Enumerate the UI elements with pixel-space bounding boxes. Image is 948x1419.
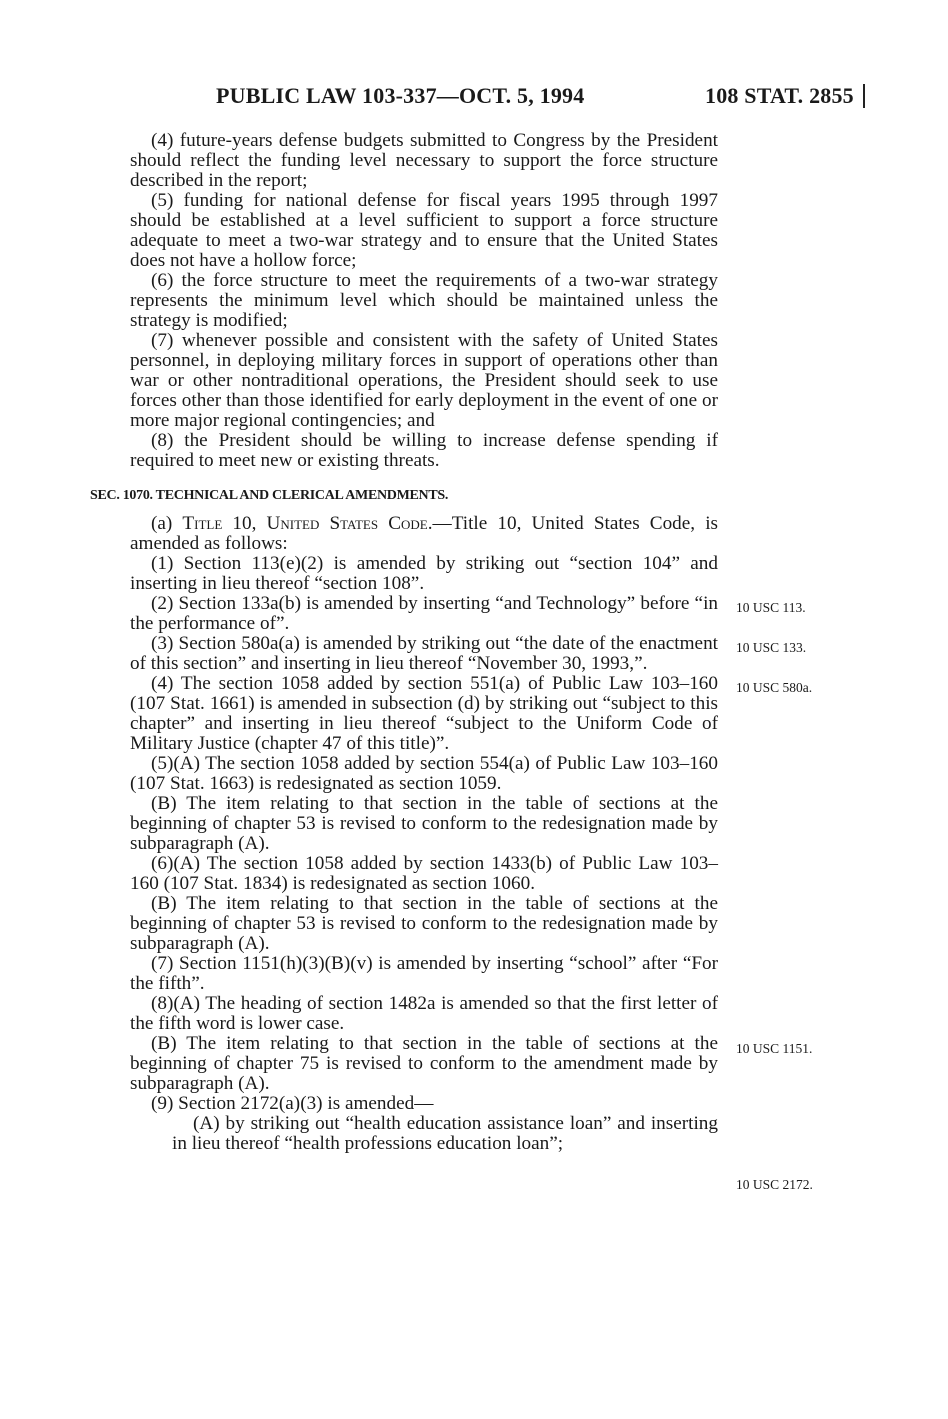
subsection-label: (a) — [151, 513, 183, 534]
subsection-caption: Title 10, United States Code. — [182, 513, 433, 534]
running-header-title: PUBLIC LAW 103-337—OCT. 5, 1994 — [216, 83, 585, 108]
item-6b: (B) The item relating to that section in the table of sections at the beginning of chapter 53 is revised to conform to the redesignation made by subparagraph (A). — [130, 893, 718, 954]
paragraph-4: (4) future-years defense budgets submitted to Congress by the President should reflect the funding level necessary to support the force structure described in the report; — [130, 130, 718, 191]
item-5a: (5)(A) The section 1058 added by section 554(a) of Public Law 103–160 (107 Stat. 1663) is redesignated as section 1059. — [130, 753, 718, 794]
item-1: (1) Section 113(e)(2) is amended by striking out “section 104” and inserting in lieu thereof “section 108”. — [130, 553, 718, 594]
item-7: (7) Section 1151(h)(3)(B)(v) is amended by inserting “school” after “For the fifth”. — [130, 953, 718, 994]
running-header-stat-page: 108 STAT. 2855 — [705, 83, 854, 108]
item-2: (2) Section 133a(b) is amended by inserting “and Technology” before “in the performance of”. — [130, 593, 718, 634]
item-9: (9) Section 2172(a)(3) is amended— — [151, 1093, 434, 1114]
item-9a: (A) by striking out “health education assistance loan” and inserting in lieu thereof “health professions education loan”; — [172, 1113, 718, 1154]
margin-note-10-usc-1151: 10 USC 1151. — [736, 1041, 813, 1056]
item-3: (3) Section 580a(a) is amended by striking out “the date of the enactment of this section” and inserting in lieu thereof “November 30, 1993,”. — [130, 633, 718, 674]
paragraph-6: (6) the force structure to meet the requirements of a two-war strategy represents the minimum level which should be maintained unless the strategy is modified; — [130, 270, 718, 331]
item-6a: (6)(A) The section 1058 added by section 1433(b) of Public Law 103–160 (107 Stat. 1834) is redesignated as section 1060. — [130, 853, 718, 894]
section-heading: SEC. 1070. TECHNICAL AND CLERICAL AMENDMENTS. — [90, 488, 449, 503]
subsection-text: —Title 10, United States Code, is amended as follows: — [130, 513, 718, 554]
body-text — [90, 130, 718, 1154]
paragraph-8: (8) the President should be willing to increase defense spending if required to meet new or existing threats. — [130, 430, 718, 471]
margin-note-10-usc-580a: 10 USC 580a. — [736, 680, 813, 695]
margin-note-10-usc-133: 10 USC 133. — [736, 640, 807, 655]
margin-note-10-usc-113: 10 USC 113. — [736, 600, 806, 615]
item-8a: (8)(A) The heading of section 1482a is amended so that the first letter of the fifth word is lower case. — [130, 993, 718, 1034]
item-5b: (B) The item relating to that section in the table of sections at the beginning of chapter 53 is revised to conform to the redesignation made by subparagraph (A). — [130, 793, 718, 854]
item-8b: (B) The item relating to that section in the table of sections at the beginning of chapter 75 is revised to conform to the amendment made by subparagraph (A). — [130, 1033, 718, 1094]
item-4: (4) The section 1058 added by section 551(a) of Public Law 103–160 (107 Stat. 1661) is amended in subsection (d) by striking out “subject to this chapter” and inserting in lieu thereof “subject to the Uniform Code of Military Justice (chapter 47 of this title)”. — [130, 673, 718, 754]
paragraph-7: (7) whenever possible and consistent with the safety of United States personnel, in deploying military forces in support of operations other than war or other nontraditional operations, the President should seek to use forces other than those identified for early deployment in the event of one or more major regional contingencies; and — [130, 330, 718, 431]
subsection-a — [130, 514, 718, 554]
header-vertical-rule — [863, 84, 865, 108]
paragraph-5: (5) funding for national defense for fiscal years 1995 through 1997 should be established at a level sufficient to support a force structure adequate to meet a two-war strategy and to ensure that the United States does not have a hollow force; — [130, 190, 718, 271]
margin-note-10-usc-2172: 10 USC 2172. — [736, 1177, 813, 1192]
